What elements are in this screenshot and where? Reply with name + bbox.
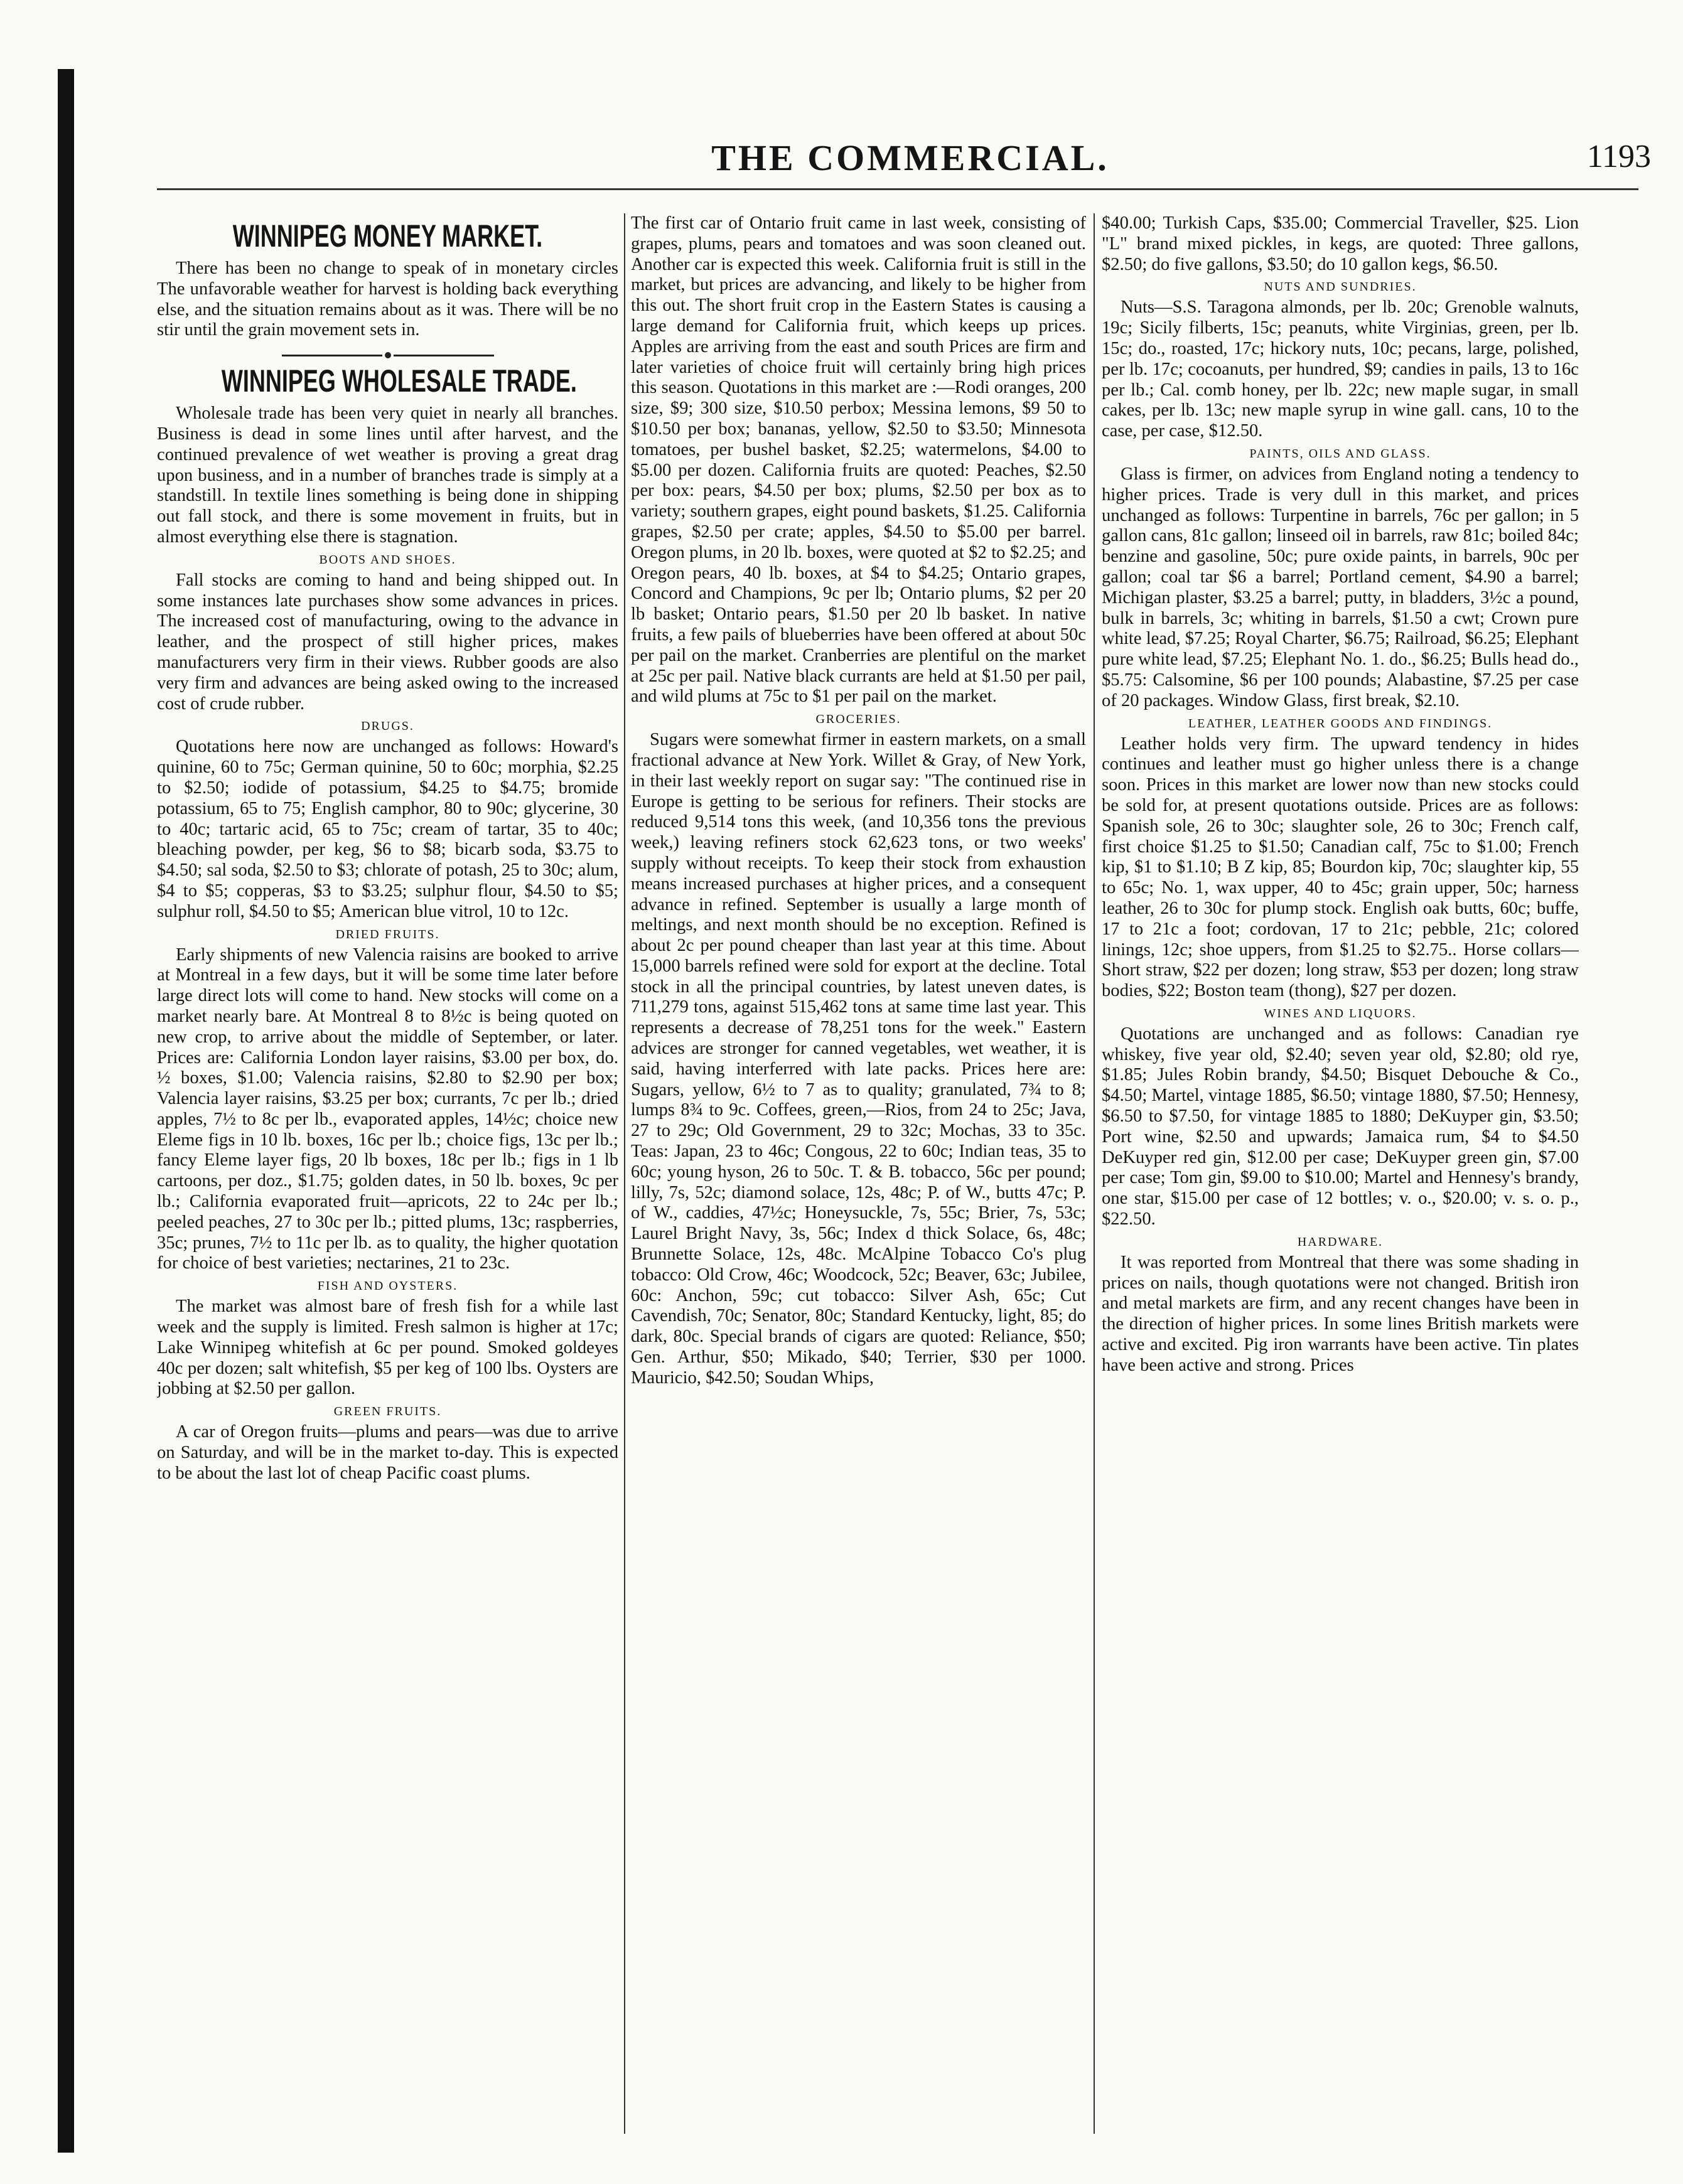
- boots-shoes-text: Fall stocks are coming to hand and being shipped out. In some instances late purchases show some advances in prices. The increased cost of manufacturing, owing to the advance in leather, and the prospect of still higher prices, makes manufacturers very firm in their views. Rubber goods are also very firm and advances are being asked owing to the increased cost of crude rubber.: [157, 570, 618, 714]
- groceries-continued-text: $40.00; Turkish Caps, $35.00; Commercial Traveller, $25. Lion "L" brand mixed pickles, in kegs, are quoted: Three gallons, $2.50; do five gallons, $3.50; do 10 gallon kegs, $6.50.: [1102, 213, 1579, 274]
- wholesale-trade-headline: WINNIPEG WHOLESALE TRADE.: [221, 363, 577, 399]
- leather-goods-subhead: LEATHER, LEATHER GOODS AND FINDINGS.: [1188, 716, 1493, 731]
- masthead: [157, 137, 1664, 182]
- green-fruits-text: A car of Oregon fruits—plums and pears—was due to arrive on Saturday, and will be in the market to-day. This is expected to be about the last lot of cheap Pacific coast plums.: [157, 1422, 618, 1483]
- wines-liquors-text: Quotations are unchanged and as follows: Canadian rye whiskey, five year old, $2.40; seven year old, $2.80; old rye, $1.85; Jules Robin brandy, $4.50; Bisquet Debouche & Co., $4.50; Martel, vintage 1885, $6.50; vintage 1880, $7.50; Hennesy, $6.50 to $7.50, for vintage 1885 to 1880; DeKuyper gin, $3.50; Port wine, $2.50 and upwards; Jamaica rum, $4 to $4.50 DeKuyper red gin, $12.00 per case; DeKuyper green gin, $7.00 per case; Tom gin, $9.00 to $10.00; Martel and Hennesy's brandy, one star, $15.00 per case of 12 bottles; v. o., $20.00; v. s. o. p., $22.50.: [1102, 1024, 1579, 1229]
- masthead-rule: [157, 188, 1638, 190]
- column-rule-2: [1094, 213, 1095, 2134]
- nuts-sundries-subhead: NUTS AND SUNDRIES.: [1264, 280, 1417, 294]
- drugs-subhead: DRUGS.: [361, 719, 414, 734]
- wholesale-trade-text: Wholesale trade has been very quiet in nearly all branches. Business is dead in some lines until after harvest, and the continued prevalence of wet weather is proving a great drag upon business, and in a number of branches trade is simply at a standstill. In textile lines something is being done in shipping out fall stock, and there is some movement in fruits, but in almost everything else there is stagnation.: [157, 404, 618, 547]
- dried-fruits-subhead: DRIED FRUITS.: [335, 927, 440, 941]
- groceries-text: Sugars were somewhat firmer in eastern markets, on a small fractional advance at New York. Willet & Gray, of New York, in their last weekly report on sugar say: "The continued rise in Europe is getting to be serious for refiners. Their stocks are reduced 9,514 tons this week, (and 10,356 tons the previous week,) leaving refiners stock 62,623 tons, or two weeks' supply without receipts. To keep their stock from exhaustion means increased purchases at higher prices, and a consequent advance in refined. September is usually a large month of meltings, and next month should be no exception. Refined is about 2c per pound cheaper than last year at this time. About 15,000 barrels refined were sold for export at the decline. Total stock in all the principal countries, by latest uneven dates, is 711,279 tons, against 515,462 tons at same time last year. This represents a decrease of 78,251 tons for the week." Eastern advices are stronger for canned vegetables, wet weather, it is said, having interferred with late packs. Prices here are: Sugars, yellow, 6½ to 7 as to quality; granulated, 7¾ to 8; lumps 8¾ to 9c. Coffees, green,—Rios, from 24 to 25c; Java, 27 to 29c; Old Government, 29 to 32c; Mochas, 33 to 35c. Teas: Japan, 23 to 46c; Congous, 22 to 60c; Indian teas, 35 to 60c; young hyson, 26 to 50c. T. & B. tobacco, 56c per pound; lilly, 7s, 52c; diamond solace, 12s, 48c; P. of W., butts 47c; P. of W., caddies, 47½c; Honeysuckle, 7s, 55c; Brier, 7s, 53c; Laurel Bright Navy, 3s, 56c; Index d thick Solace, 6s, 48c; Brunnette Solace, 12s, 48c. McAlpine Tobacco Co's plug tobacco: Old Crow, 46c; Woodcock, 52c; Beaver, 63c; Jubilee, 60c: Anchon, 59c; cut tobacco: Silver Ash, 65c; Cut Cavendish, 70c; Senator, 80c; Standard Kentucky, light, 85; do dark, 80c. Special brands of cigars are quoted: Reliance, $50; Gen. Arthur, $50; Mikado, $40; Terrier, $30 per 1000. Mauricio, $42.50; Soudan Whips,: [631, 730, 1086, 1388]
- column-1: [157, 213, 618, 2134]
- column-3: [1102, 213, 1579, 2134]
- paints-oils-glass-subhead: PAINTS, OILS AND GLASS.: [1249, 446, 1431, 461]
- green-fruits-continued-text: The first car of Ontario fruit came in last week, consisting of grapes, plums, pears and tomatoes and was soon cleaned out. Another car is expected this week. California fruit is still in the market, but prices are advancing, and likely to be higher from this out. The short fruit crop in the Eastern States is causing a large demand for California fruit, which keeps up prices. Apples are arriving from the east and south Prices are firm and later varieties of choice fruit will certainly bring high prices this season. Quotations in this market are :—Rodi oranges, 200 size, $9; 300 size, $10.50 perbox; Messina lemons, $9 50 to $10.50 per box; bananas, yellow, $2.50 to $3.50; Minnesota tomatoes, per bushel basket, $2.25; watermelons, $4.00 to $5.00 per dozen. California fruits are quoted: Peaches, $2.50 per box: pears, $4.50 per box; plums, $2.50 per box as to variety; southern grapes, eight pound baskets, $1.25. California grapes, $2.50 per crate; apples, $4.50 to $5.00 per barrel. Oregon plums, in 20 lb. boxes, were quoted at $2 to $2.25; and Oregon pears, 40 lb. boxes, at $4 to $4.25; Ontario grapes, Concord and Champions, 9c per lb; Ontario plums, $2 per 20 lb basket; Ontario pears, $1.50 per 20 lb basket. In native fruits, a few pails of blueberries have been offered at about 50c per pail on the market. Cranberries are plentiful on the market at 25c per pail. Native black currants are held at $1.50 per pail, and wild plums at 75c to $1 per pail on the market.: [631, 213, 1086, 707]
- fish-oysters-text: The market was almost bare of fresh fish for a while last week and the supply is limited. Fresh salmon is higher at 17c; Lake Winnipeg whitefish at 6c per pound. Smoked goldeyes 40c per dozen; salt whitefish, $5 per keg of 100 lbs. Oysters are jobbing at $2.50 per gallon.: [157, 1297, 618, 1399]
- money-market-text: There has been no change to speak of in monetary circles The unfavorable weather for harvest is holding back everything else, and the situation remains about as it was. There will be no stir until the grain movement sets in.: [157, 259, 618, 340]
- drugs-text: Quotations here now are unchanged as follows: Howard's quinine, 60 to 75c; German quinine, 50 to 60c; morphia, $2.25 to $2.50; iodide of potassium, $4.25 to $4.75; bromide potassium, 65 to 75; English camphor, 80 to 90c; glycerine, 30 to 40c; tartaric acid, 65 to 75c; cream of tartar, 35 to 40c; bleaching powder, per keg, $6 to $8; bicarb soda, $3.75 to $4.50; sal soda, $2.50 to $3; chlorate of potash, 25 to 30c; alum, $4 to $5; copperas, $3 to $3.25; sulphur flour, $4.50 to $5; sulphur roll, $4.50 to $5; American blue vitrol, 10 to 12c.: [157, 737, 618, 921]
- nuts-sundries-text: Nuts—S.S. Taragona almonds, per lb. 20c; Grenoble walnuts, 19c; Sicily filberts, 15c; peanuts, white Virginias, green, per lb. 15c; do., roasted, 17c; hickory nuts, 10c; pecans, large, polished, per lb. 17c; cocoanuts, per hundred, $9; candies in pails, 13 to 16c per lb.; Cal. comb honey, per lb. 22c; new maple sugar, in small cakes, per lb. 13c; new maple syrup in wine gall. cans, 10 to the case, per case, $12.50.: [1102, 297, 1579, 441]
- column-rule-1: [624, 213, 625, 2134]
- page-number: 1193: [1586, 139, 1651, 174]
- dried-fruits-text: Early shipments of new Valencia raisins are booked to arrive at Montreal in a few days, but it will be some time later before large direct lots will come to hand. New stocks will come on a market nearly bare. At Montreal 8 to 8½c is being quoted on new crop, to arrive about the middle of September, or later. Prices are: California London layer raisins, $3.00 per box, do. ½ boxes, $1.00; Valencia raisins, $2.80 to $2.90 per box; Valencia layer raisins, $3.25 per box; currants, 7c per lb.; dried apples, 7½ to 8c per lb., evaporated apples, 14½c; choice new Eleme figs in 10 lb. boxes, 16c per lb.; choice figs, 13c per lb.; fancy Eleme layer figs, 20 lb boxes, 18c per lb.; figs in 1 lb cartoons, per doz., $1.75; golden dates, in 50 lb. boxes, 9c per lb.; California evaporated fruit—apricots, 22 to 24c per lb.; peeled peaches, 27 to 30c per lb.; pitted plums, 13c; raspberries, 35c; prunes, 7½ to 11c per lb. as to quality, the higher quotation for choice of best varieties; nectarines, 21 to 23c.: [157, 945, 618, 1273]
- hardware-subhead: HARDWARE.: [1297, 1234, 1384, 1249]
- wines-liquors-subhead: WINES AND LIQUORS.: [1264, 1006, 1417, 1020]
- binding-edge: [58, 69, 74, 2153]
- fish-oysters-subhead: FISH AND OYSTERS.: [317, 1279, 458, 1293]
- money-market-headline: WINNIPEG MONEY MARKET.: [232, 218, 543, 254]
- paints-oils-glass-text: Glass is firmer, on advices from England noting a tendency to higher prices. Trade is very dull in this market, and prices unchanged as follows: Turpentine in barrels, 76c per gallon; in 5 gallon cans, 81c gallon; linseed oil in barrels, raw 81c; boiled 84c; benzine and gasoline, 50c; pure oxide paints, in barrels, 90c per gallon; coal tar $6 a barrel; Portland cement, $4.90 a barrel; Michigan plaster, $3.25 a barrel; putty, in bladders, 3½c a pound, bulk in barrels, 3c; whiting in barrels, $1.50 a cwt; Crown pure white lead, $7.25; Royal Charter, $6.75; Railroad, $6.25; Elephant pure white lead, $7.25; Elephant No. 1. do., $6.25; Bulls head do., $5.75: Calsomine, $6 per 100 pounds; Alabastine, $7.25 per case of 20 packages. Window Glass, first break, $2.10.: [1102, 464, 1579, 710]
- publication-title: THE COMMERCIAL.: [711, 137, 1109, 178]
- column-2: [631, 213, 1086, 2134]
- leather-goods-text: Leather holds very firm. The upward tendency in hides continues and leather must go higher unless there is a change soon. Prices in this market are lower now than new stocks could be sold for, at present quotations outside. Prices are as follows: Spanish sole, 26 to 30c; slaughter sole, 26 to 30c; French calf, first choice $1.25 to $1.50; Canadian calf, 75c to $1.00; French kip, $1 to $1.10; B Z kip, 85; Bourdon kip, 70c; slaughter kip, 55 to 65c; No. 1, wax upper, 40 to 45c; grain upper, 50c; harness leather, 26 to 30c for plump stock. English oak butts, 60c; buffe, 17 to 21c a foot; cordovan, 17 to 21c; pebble, 21c; colored linings, 12c; shoe uppers, from $1.25 to $2.75.. Horse collars—Short straw, $22 per dozen; long straw, $53 per dozen; long straw bodies, $22; Boston team (thong), $27 per dozen.: [1102, 734, 1579, 1001]
- boots-shoes-subhead: BOOTS AND SHOES.: [319, 552, 456, 567]
- section-divider: [157, 352, 618, 358]
- hardware-text: It was reported from Montreal that there was some shading in prices on nails, though quotations were not changed. British iron and metal markets are firm, and any recent changes have been in the direction of higher prices. In some lines British markets were active and excited. Pig iron warrants have been active. Tin plates have been active and strong. Prices: [1102, 1252, 1579, 1375]
- green-fruits-subhead: GREEN FRUITS.: [333, 1405, 442, 1419]
- groceries-subhead: GROCERIES.: [815, 712, 901, 727]
